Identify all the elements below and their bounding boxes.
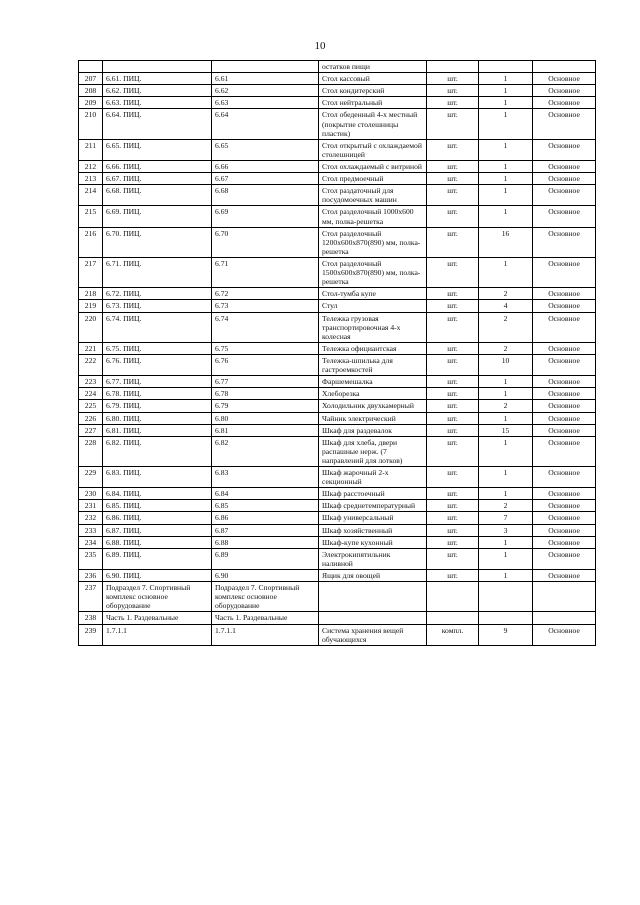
row-number-cell: 210 — [79, 109, 103, 139]
reference-cell: 6.64 — [212, 109, 319, 139]
row-number-cell: 227 — [79, 424, 103, 436]
code-cell: 6.66. ПИЦ. — [103, 160, 212, 172]
row-number-cell: 215 — [79, 206, 103, 227]
equipment-type-cell: Основное — [533, 548, 596, 569]
item-name-cell: Стол охлаждаемый с витриной — [319, 160, 427, 172]
row-number-cell: 229 — [79, 467, 103, 488]
equipment-type-cell — [533, 582, 596, 612]
table-row — [79, 85, 596, 97]
unit-cell: шт. — [427, 73, 479, 85]
quantity-cell: 1 — [479, 97, 533, 109]
reference-cell: 6.77 — [212, 376, 319, 388]
quantity-cell: 4 — [479, 300, 533, 312]
quantity-cell: 16 — [479, 227, 533, 257]
item-name-cell: Стул — [319, 300, 427, 312]
code-cell: 6.82. ПИЦ. — [103, 436, 212, 466]
row-number-cell: 221 — [79, 342, 103, 354]
item-name-cell: Фаршемешалка — [319, 376, 427, 388]
code-cell: 6.79. ПИЦ. — [103, 400, 212, 412]
equipment-type-cell: Основное — [533, 300, 596, 312]
row-number-cell: 211 — [79, 139, 103, 160]
item-name-cell: Шкаф универсальный — [319, 512, 427, 524]
equipment-type-cell: Основное — [533, 109, 596, 139]
quantity-cell: 1 — [479, 73, 533, 85]
quantity-cell: 10 — [479, 354, 533, 375]
quantity-cell: 1 — [479, 436, 533, 466]
reference-cell: 6.90 — [212, 570, 319, 582]
item-name-cell: Тележка грузовая транспортировочная 4-х колесная — [319, 312, 427, 342]
row-number-cell: 233 — [79, 524, 103, 536]
quantity-cell: 15 — [479, 424, 533, 436]
row-number-cell: 214 — [79, 185, 103, 206]
code-cell: 6.90. ПИЦ. — [103, 570, 212, 582]
equipment-type-cell — [533, 612, 596, 624]
quantity-cell: 1 — [479, 536, 533, 548]
reference-cell: 6.73 — [212, 300, 319, 312]
code-cell: 6.75. ПИЦ. — [103, 342, 212, 354]
quantity-cell: 2 — [479, 312, 533, 342]
item-name-cell: Электрокипятильник наливной — [319, 548, 427, 569]
equipment-type-cell: Основное — [533, 536, 596, 548]
quantity-cell: 1 — [479, 85, 533, 97]
code-cell: 6.63. ПИЦ. — [103, 97, 212, 109]
equipment-type-cell: Основное — [533, 570, 596, 582]
item-name-cell: Стол кондитерский — [319, 85, 427, 97]
equipment-type-cell: Основное — [533, 173, 596, 185]
quantity-cell: 1 — [479, 488, 533, 500]
quantity-cell — [479, 61, 533, 73]
code-cell: 6.77. ПИЦ. — [103, 376, 212, 388]
code-cell: 6.87. ПИЦ. — [103, 524, 212, 536]
unit-cell: шт. — [427, 488, 479, 500]
unit-cell: шт. — [427, 412, 479, 424]
equipment-type-cell: Основное — [533, 467, 596, 488]
reference-cell — [212, 61, 319, 73]
table-row — [79, 424, 596, 436]
quantity-cell: 7 — [479, 512, 533, 524]
equipment-type-cell: Основное — [533, 185, 596, 206]
quantity-cell: 9 — [479, 624, 533, 645]
table-row — [79, 612, 596, 624]
code-cell: 6.89. ПИЦ. — [103, 548, 212, 569]
quantity-cell: 2 — [479, 288, 533, 300]
reference-cell: 6.75 — [212, 342, 319, 354]
equipment-type-cell: Основное — [533, 400, 596, 412]
code-cell: 6.73. ПИЦ. — [103, 300, 212, 312]
quantity-cell: 2 — [479, 342, 533, 354]
code-cell: 6.81. ПИЦ. — [103, 424, 212, 436]
quantity-cell: 1 — [479, 570, 533, 582]
table-row — [79, 500, 596, 512]
reference-cell: 6.61 — [212, 73, 319, 85]
table-row — [79, 257, 596, 287]
row-number-cell: 235 — [79, 548, 103, 569]
item-name-cell: Чайник электрический — [319, 412, 427, 424]
item-name-cell: Стол разделочный 1500x600x870(890) мм, полка-решетка — [319, 257, 427, 287]
table-row — [79, 61, 596, 73]
reference-cell: 6.70 — [212, 227, 319, 257]
table-row — [79, 354, 596, 375]
reference-cell: 6.80 — [212, 412, 319, 424]
quantity-cell: 1 — [479, 185, 533, 206]
code-cell: Часть 1. Раздевальные — [103, 612, 212, 624]
reference-cell: 6.85 — [212, 500, 319, 512]
reference-cell: 6.81 — [212, 424, 319, 436]
item-name-cell: Стол предмоечный — [319, 173, 427, 185]
quantity-cell: 1 — [479, 206, 533, 227]
reference-cell: 6.71 — [212, 257, 319, 287]
reference-cell: 6.89 — [212, 548, 319, 569]
item-name-cell: Шкаф жарочный 2-х секционный — [319, 467, 427, 488]
equipment-type-cell: Основное — [533, 227, 596, 257]
page-number: 10 — [314, 40, 326, 52]
unit-cell — [427, 582, 479, 612]
reference-cell: Часть 1. Раздевальные — [212, 612, 319, 624]
quantity-cell — [479, 582, 533, 612]
quantity-cell: 1 — [479, 139, 533, 160]
row-number-cell: 216 — [79, 227, 103, 257]
row-number-cell: 237 — [79, 582, 103, 612]
unit-cell: шт. — [427, 536, 479, 548]
item-name-cell: Шкаф для раздевалок — [319, 424, 427, 436]
reference-cell: 1.7.1.1 — [212, 624, 319, 645]
row-number-cell: 219 — [79, 300, 103, 312]
equipment-type-cell: Основное — [533, 524, 596, 536]
unit-cell: шт. — [427, 436, 479, 466]
unit-cell: шт. — [427, 424, 479, 436]
code-cell: 6.78. ПИЦ. — [103, 388, 212, 400]
table-row — [79, 436, 596, 466]
equipment-type-cell: Основное — [533, 257, 596, 287]
item-name-cell: Стол разделочный 1200x600x870(890) мм, полка-решетка — [319, 227, 427, 257]
code-cell: 6.68. ПИЦ. — [103, 185, 212, 206]
table-row — [79, 524, 596, 536]
table-row — [79, 412, 596, 424]
table-row — [79, 312, 596, 342]
quantity-cell — [479, 612, 533, 624]
unit-cell: шт. — [427, 388, 479, 400]
equipment-type-cell: Основное — [533, 288, 596, 300]
code-cell: 6.64. ПИЦ. — [103, 109, 212, 139]
row-number-cell: 231 — [79, 500, 103, 512]
reference-cell: 6.63 — [212, 97, 319, 109]
reference-cell: 6.67 — [212, 173, 319, 185]
row-number-cell: 207 — [79, 73, 103, 85]
item-name-cell: Шкаф расстоечный — [319, 488, 427, 500]
unit-cell: шт. — [427, 312, 479, 342]
table-row — [79, 342, 596, 354]
unit-cell: шт. — [427, 342, 479, 354]
code-cell: 6.62. ПИЦ. — [103, 85, 212, 97]
unit-cell: шт. — [427, 109, 479, 139]
equipment-type-cell: Основное — [533, 312, 596, 342]
reference-cell: 6.83 — [212, 467, 319, 488]
unit-cell: шт. — [427, 173, 479, 185]
quantity-cell: 1 — [479, 548, 533, 569]
equipment-type-cell: Основное — [533, 342, 596, 354]
reference-cell: 6.62 — [212, 85, 319, 97]
reference-cell: 6.78 — [212, 388, 319, 400]
equipment-type-cell — [533, 61, 596, 73]
quantity-cell: 2 — [479, 500, 533, 512]
item-name-cell: Стол разделочный 1000x600 мм, полка-решетка — [319, 206, 427, 227]
unit-cell: шт. — [427, 500, 479, 512]
equipment-type-cell: Основное — [533, 436, 596, 466]
row-number-cell: 223 — [79, 376, 103, 388]
reference-cell: 6.88 — [212, 536, 319, 548]
item-name-cell — [319, 612, 427, 624]
item-name-cell: Хлеборезка — [319, 388, 427, 400]
code-cell: 6.61. ПИЦ. — [103, 73, 212, 85]
code-cell — [103, 61, 212, 73]
table-row — [79, 376, 596, 388]
code-cell: 6.69. ПИЦ. — [103, 206, 212, 227]
item-name-cell: Шкаф для хлеба, двери распашные нерж. (7 направлений для лотков) — [319, 436, 427, 466]
equipment-type-cell: Основное — [533, 97, 596, 109]
equipment-table — [78, 60, 596, 646]
table-row — [79, 160, 596, 172]
table-row — [79, 548, 596, 569]
row-number-cell: 218 — [79, 288, 103, 300]
equipment-type-cell: Основное — [533, 388, 596, 400]
reference-cell: Подраздел 7. Спортивный комплекс основное оборудование — [212, 582, 319, 612]
equipment-type-cell: Основное — [533, 412, 596, 424]
equipment-type-cell: Основное — [533, 488, 596, 500]
quantity-cell: 1 — [479, 376, 533, 388]
quantity-cell: 1 — [479, 160, 533, 172]
unit-cell: шт. — [427, 227, 479, 257]
row-number-cell: 226 — [79, 412, 103, 424]
row-number-cell: 232 — [79, 512, 103, 524]
table-row — [79, 512, 596, 524]
code-cell: 6.71. ПИЦ. — [103, 257, 212, 287]
table-row — [79, 400, 596, 412]
item-name-cell: Стол открытый с охлаждаемой столешницей — [319, 139, 427, 160]
item-name-cell: Шкаф среднетемпературный — [319, 500, 427, 512]
quantity-cell: 1 — [479, 467, 533, 488]
table-row — [79, 109, 596, 139]
quantity-cell: 1 — [479, 257, 533, 287]
unit-cell: шт. — [427, 139, 479, 160]
row-number-cell: 238 — [79, 612, 103, 624]
item-name-cell: Стол обеденный 4-х местный (покрытие столешницы пластик) — [319, 109, 427, 139]
unit-cell: шт. — [427, 354, 479, 375]
unit-cell — [427, 612, 479, 624]
code-cell: 6.86. ПИЦ. — [103, 512, 212, 524]
table-row — [79, 227, 596, 257]
equipment-type-cell: Основное — [533, 500, 596, 512]
unit-cell: шт. — [427, 160, 479, 172]
item-name-cell — [319, 582, 427, 612]
unit-cell: шт. — [427, 97, 479, 109]
row-number-cell: 224 — [79, 388, 103, 400]
row-number-cell: 209 — [79, 97, 103, 109]
reference-cell: 6.69 — [212, 206, 319, 227]
unit-cell: шт. — [427, 206, 479, 227]
unit-cell: шт. — [427, 257, 479, 287]
reference-cell: 6.86 — [212, 512, 319, 524]
row-number-cell: 225 — [79, 400, 103, 412]
table-row — [79, 488, 596, 500]
unit-cell: шт. — [427, 185, 479, 206]
equipment-type-cell: Основное — [533, 376, 596, 388]
unit-cell: шт. — [427, 400, 479, 412]
code-cell: 6.88. ПИЦ. — [103, 536, 212, 548]
reference-cell: 6.79 — [212, 400, 319, 412]
code-cell: 6.67. ПИЦ. — [103, 173, 212, 185]
unit-cell: шт. — [427, 570, 479, 582]
reference-cell: 6.87 — [212, 524, 319, 536]
row-number-cell: 217 — [79, 257, 103, 287]
unit-cell: шт. — [427, 512, 479, 524]
quantity-cell: 1 — [479, 388, 533, 400]
unit-cell: шт. — [427, 376, 479, 388]
reference-cell: 6.65 — [212, 139, 319, 160]
unit-cell — [427, 61, 479, 73]
equipment-type-cell: Основное — [533, 624, 596, 645]
quantity-cell: 1 — [479, 173, 533, 185]
reference-cell: 6.74 — [212, 312, 319, 342]
reference-cell: 6.76 — [212, 354, 319, 375]
unit-cell: шт. — [427, 288, 479, 300]
table-row — [79, 173, 596, 185]
code-cell: 6.80. ПИЦ. — [103, 412, 212, 424]
item-name-cell: Тележка-шпилька для гастроемкостей — [319, 354, 427, 375]
row-number-cell: 213 — [79, 173, 103, 185]
quantity-cell: 2 — [479, 400, 533, 412]
table-row — [79, 206, 596, 227]
quantity-cell: 1 — [479, 412, 533, 424]
table-row — [79, 624, 596, 645]
code-cell: 6.76. ПИЦ. — [103, 354, 212, 375]
item-name-cell: Холодильник двухкамерный — [319, 400, 427, 412]
row-number-cell: 234 — [79, 536, 103, 548]
code-cell: 6.85. ПИЦ. — [103, 500, 212, 512]
code-cell: 6.74. ПИЦ. — [103, 312, 212, 342]
item-name-cell: Система хранения вещей обучающихся — [319, 624, 427, 645]
table-row — [79, 73, 596, 85]
table-row — [79, 185, 596, 206]
quantity-cell: 1 — [479, 109, 533, 139]
item-name-cell: Шкаф хозяйственный — [319, 524, 427, 536]
code-cell: 6.84. ПИЦ. — [103, 488, 212, 500]
equipment-type-cell: Основное — [533, 206, 596, 227]
equipment-type-cell: Основное — [533, 85, 596, 97]
equipment-type-cell: Основное — [533, 512, 596, 524]
row-number-cell: 220 — [79, 312, 103, 342]
table-row — [79, 388, 596, 400]
code-cell: 6.72. ПИЦ. — [103, 288, 212, 300]
code-cell: 6.70. ПИЦ. — [103, 227, 212, 257]
item-name-cell: Шкаф-купе кухонный — [319, 536, 427, 548]
item-name-cell: Стол раздаточный для посудомоечных машин — [319, 185, 427, 206]
table-row — [79, 570, 596, 582]
code-cell: 6.65. ПИЦ. — [103, 139, 212, 160]
reference-cell: 6.72 — [212, 288, 319, 300]
table-row — [79, 288, 596, 300]
row-number-cell — [79, 61, 103, 73]
row-number-cell: 236 — [79, 570, 103, 582]
unit-cell: шт. — [427, 85, 479, 97]
row-number-cell: 208 — [79, 85, 103, 97]
quantity-cell: 3 — [479, 524, 533, 536]
item-name-cell: Стол нейтральный — [319, 97, 427, 109]
unit-cell: шт. — [427, 300, 479, 312]
equipment-type-cell: Основное — [533, 73, 596, 85]
row-number-cell: 228 — [79, 436, 103, 466]
table-row — [79, 582, 596, 612]
item-name-cell: Стол кассовый — [319, 73, 427, 85]
item-name-cell: остатков пищи — [319, 61, 427, 73]
item-name-cell: Ящик для овощей — [319, 570, 427, 582]
row-number-cell: 222 — [79, 354, 103, 375]
equipment-type-cell: Основное — [533, 139, 596, 160]
row-number-cell: 230 — [79, 488, 103, 500]
row-number-cell: 239 — [79, 624, 103, 645]
unit-cell: компл. — [427, 624, 479, 645]
code-cell: Подраздел 7. Спортивный комплекс основное оборудование — [103, 582, 212, 612]
reference-cell: 6.68 — [212, 185, 319, 206]
reference-cell: 6.84 — [212, 488, 319, 500]
item-name-cell: Стол-тумба купе — [319, 288, 427, 300]
table-row — [79, 536, 596, 548]
unit-cell: шт. — [427, 548, 479, 569]
table-row — [79, 467, 596, 488]
reference-cell: 6.66 — [212, 160, 319, 172]
code-cell: 1.7.1.1 — [103, 624, 212, 645]
equipment-type-cell: Основное — [533, 424, 596, 436]
table-row — [79, 139, 596, 160]
reference-cell: 6.82 — [212, 436, 319, 466]
equipment-type-cell: Основное — [533, 354, 596, 375]
item-name-cell: Тележка официантская — [319, 342, 427, 354]
unit-cell: шт. — [427, 524, 479, 536]
table-row — [79, 300, 596, 312]
code-cell: 6.83. ПИЦ. — [103, 467, 212, 488]
row-number-cell: 212 — [79, 160, 103, 172]
equipment-type-cell: Основное — [533, 160, 596, 172]
unit-cell: шт. — [427, 467, 479, 488]
table-row — [79, 97, 596, 109]
